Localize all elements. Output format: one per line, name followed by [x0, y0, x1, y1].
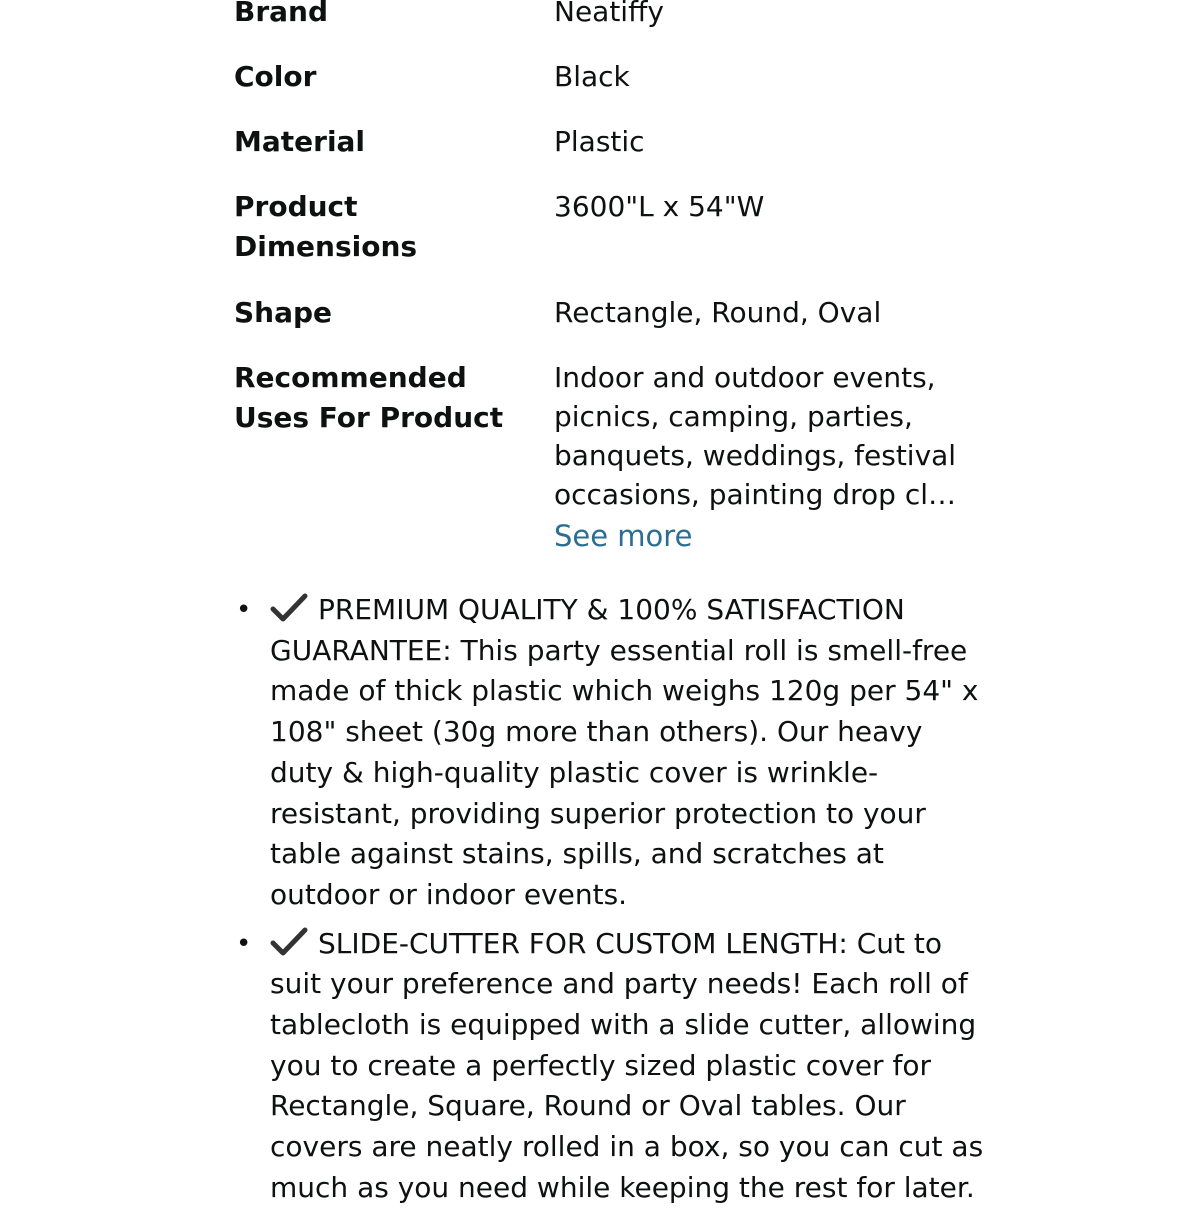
spec-value-material: Plastic: [554, 125, 645, 158]
spec-label-color: Color: [234, 60, 317, 93]
spec-label-shape: Shape: [234, 296, 333, 329]
see-more-link[interactable]: See more: [554, 519, 693, 553]
spec-value-color: Black: [554, 60, 630, 93]
spec-label-product-dimensions: Product Dimensions: [234, 190, 418, 263]
checkmark-icon: [270, 593, 308, 623]
feature-bullet-list: [232, 590, 992, 1209]
spec-value-product-dimensions: 3600"L x 54"W: [554, 190, 765, 223]
spec-value-shape: Rectangle, Round, Oval: [554, 296, 882, 329]
spec-label-brand: Brand: [234, 0, 329, 28]
bullet-first-line: SLIDE-CUTTER FOR CUSTOM LENGTH: Cut to: [270, 924, 992, 965]
spec-value-brand: Neatiffy: [554, 0, 664, 28]
bullet-dot-icon: •: [236, 928, 252, 959]
bullet-first-line: PREMIUM QUALITY & 100% SATISFACTION: [270, 590, 992, 631]
feature-bullet-premium-quality: • PREMIUM QUALITY & 100% SATISFACTION GUARANTEE: This party essential roll is smell-free made of thick plastic which weighs 120g per 54" x 108" sheet (30g more than others). Our heavy duty & high-quality plastic cover is wrinkle- resistant, providing superior protection to your table against stains, spills, and scratches at outdoor or indoor events.: [232, 590, 992, 916]
spec-value-recommended-uses: Indoor and outdoor events, picnics, camping, parties, banquets, weddings, festival occasions, painting drop cl…: [554, 361, 957, 511]
checkmark-icon: [270, 927, 308, 957]
spec-label-recommended-uses: Recommended Uses For Product: [234, 361, 504, 434]
spec-label-material: Material: [234, 125, 366, 158]
feature-bullet-slide-cutter: • SLIDE-CUTTER FOR CUSTOM LENGTH: Cut to suit your preference and party needs! Each roll of tablecloth is equipped with a slide cutter, allowing you to create a perfectly sized plastic cover for Rectangle, Square, Round or Oval tables. Our covers are neatly rolled in a box, so you can cut as much as you need while keeping the rest for later.: [232, 924, 992, 1209]
bullet-dot-icon: •: [236, 595, 252, 625]
